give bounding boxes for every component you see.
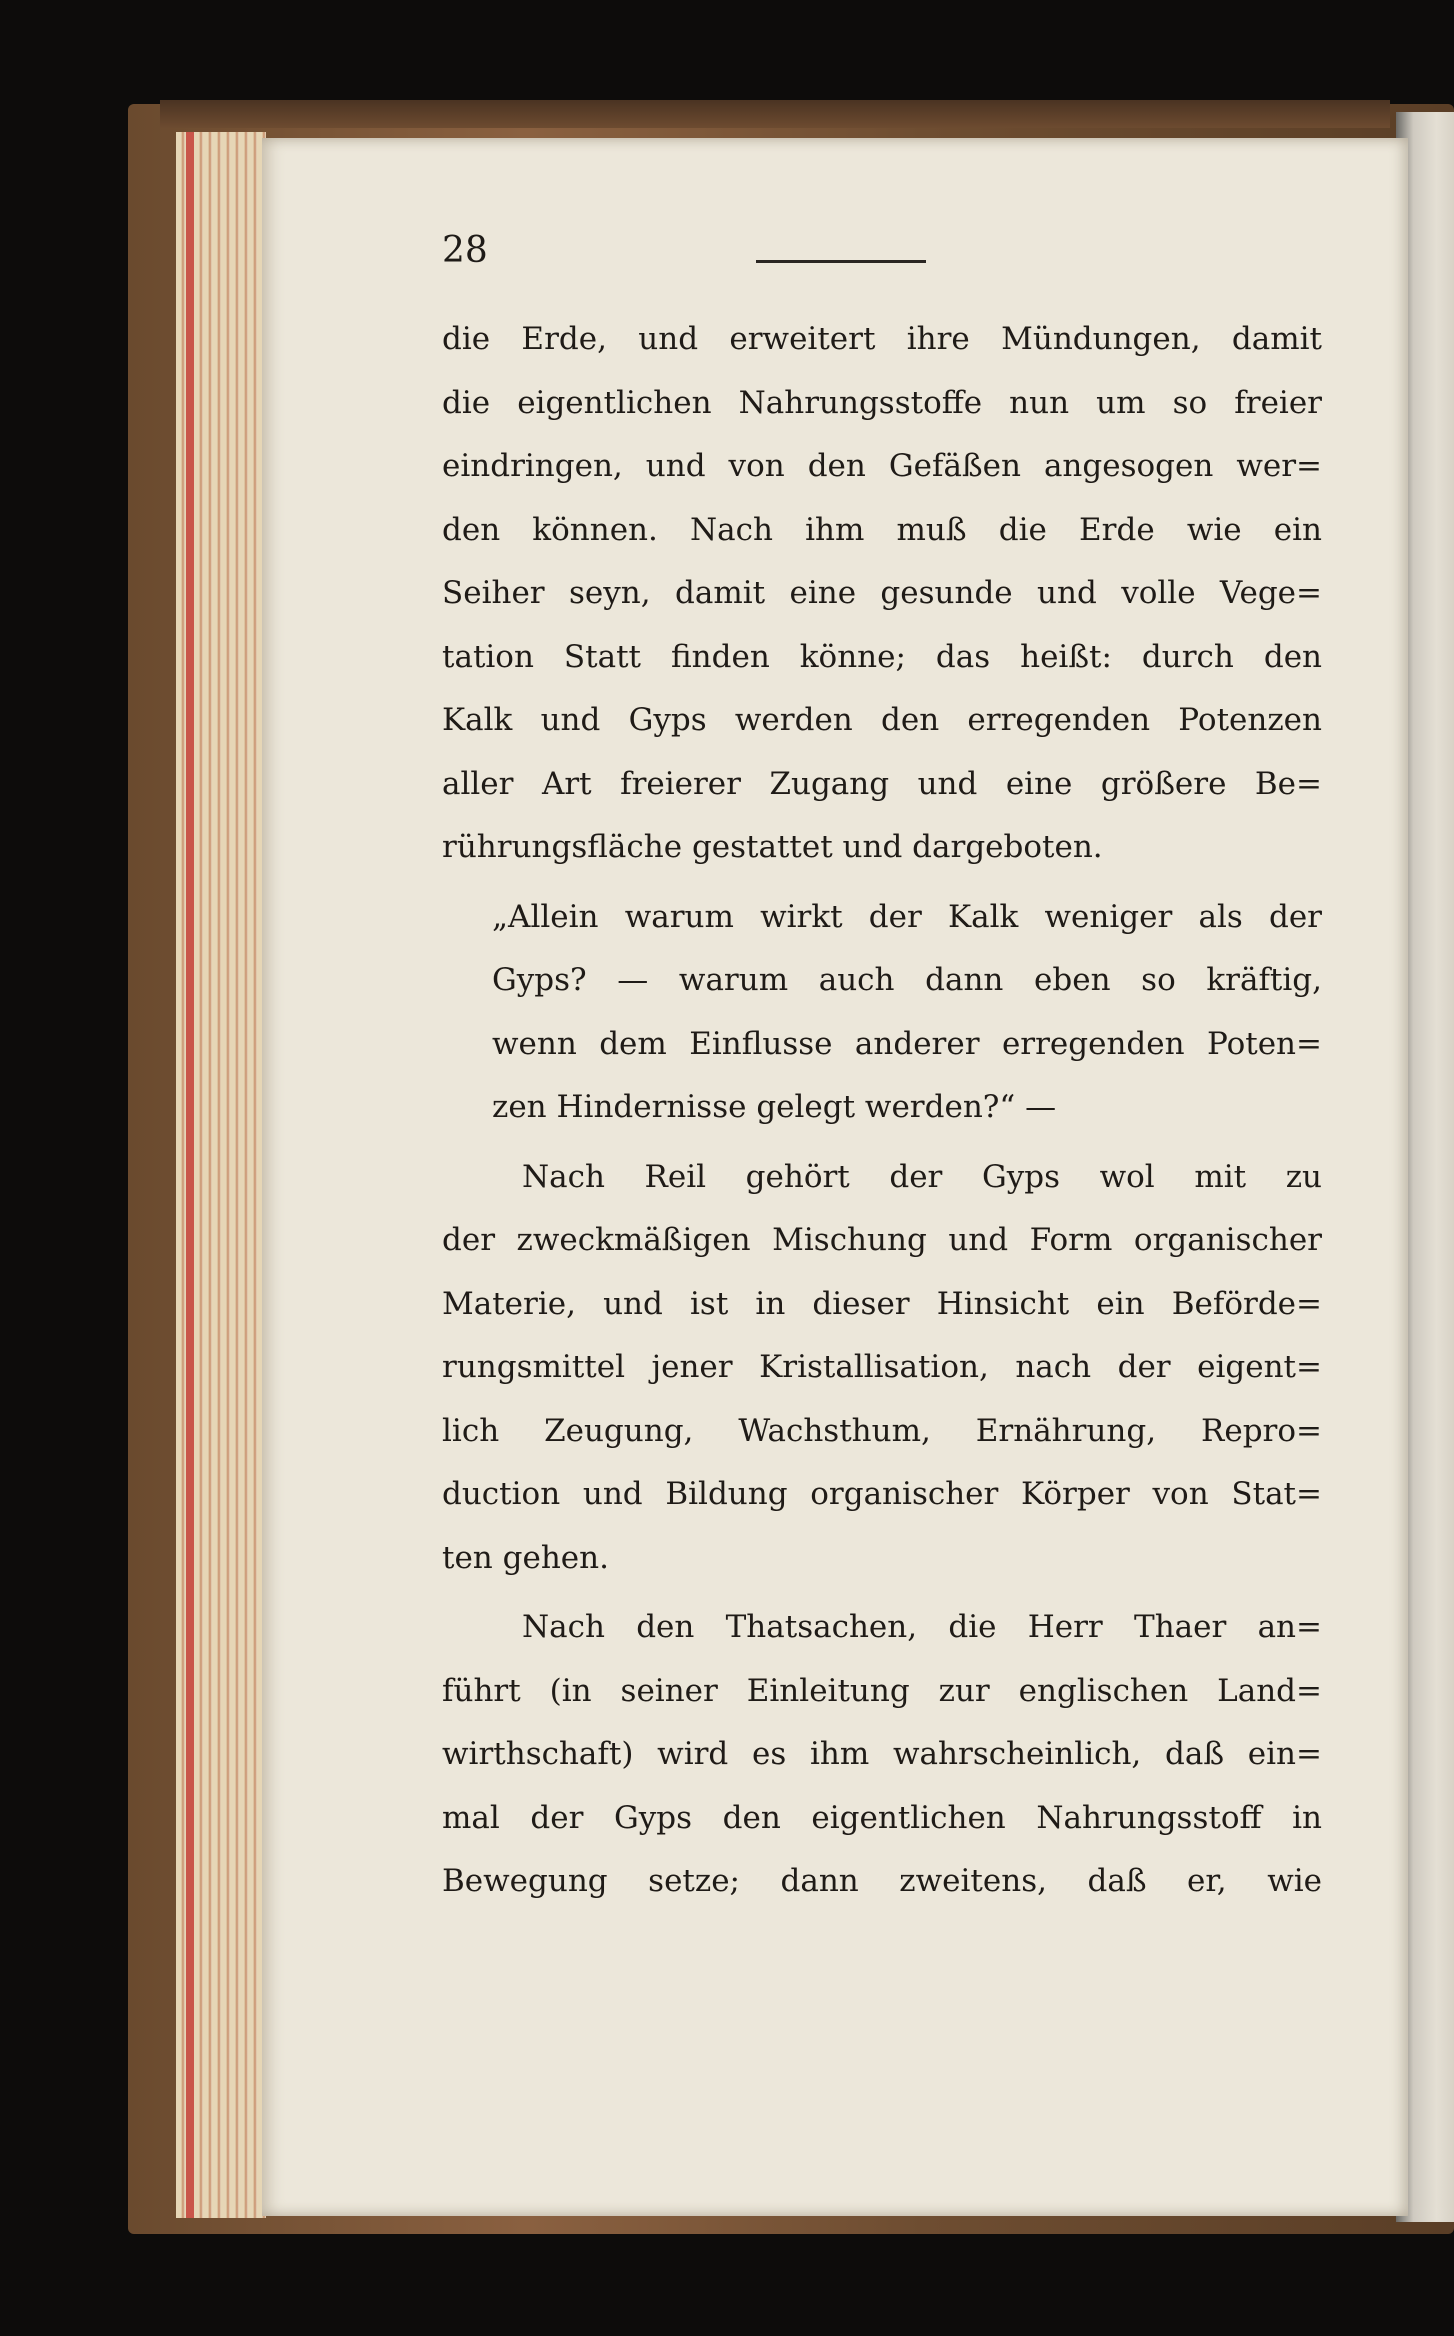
- text-line: Seiher seyn, damit eine gesunde und volle Vege=: [442, 575, 1322, 611]
- text-line: die Erde, und erweitert ihre Mündungen, damit: [442, 321, 1322, 357]
- text-line: lich Zeugung, Wachsthum, Ernährung, Repro=: [442, 1412, 1322, 1449]
- red-page-edge: [186, 132, 194, 2218]
- text-line: wirthschaft) wird es ihm wahrscheinlich, daß ein=: [442, 1736, 1322, 1772]
- text-line: rungsmittel jener Kristallisation, nach der eigent=: [442, 1349, 1322, 1385]
- paragraph-3: [442, 1146, 1322, 1591]
- text-line: Nach Reil gehört der Gyps wol mit zu: [522, 1158, 1322, 1195]
- text-line: eindringen, und von den Gefäßen angesogen wer=: [442, 448, 1322, 484]
- text-line: Materie, und ist in dieser Hinsicht ein Beförde=: [442, 1285, 1322, 1322]
- text-line: den können. Nach ihm muß die Erde wie ein: [442, 511, 1322, 548]
- text-line: Gyps? — warum auch dann eben so kräftig,: [492, 962, 1322, 998]
- page-number: 28: [442, 230, 488, 271]
- page-text: [442, 308, 1322, 1914]
- text-line: zen Hindernisse gelegt werden?“ —: [492, 1089, 1057, 1125]
- text-line: Bewegung setze; dann zweitens, daß er, wie: [442, 1863, 1322, 1899]
- page-header: [442, 230, 1342, 290]
- text-line: aller Art freierer Zugang und eine größere Be=: [442, 765, 1322, 802]
- paragraph-2: [442, 886, 1322, 1140]
- text-line: rührungsfläche gestattet und dargeboten.: [442, 829, 1103, 865]
- book-page: [262, 138, 1408, 2216]
- text-line: tation Statt finden könne; das heißt: durch den: [442, 638, 1322, 675]
- text-line: Nach den Thatsachen, die Herr Thaer an=: [522, 1609, 1322, 1645]
- text-line: wenn dem Einflusse anderer erregenden Poten=: [492, 1025, 1322, 1062]
- paragraph-4: [442, 1596, 1322, 1914]
- text-line: Kalk und Gyps werden den erregenden Potenzen: [442, 702, 1322, 738]
- text-line: ten gehen.: [442, 1539, 609, 1576]
- paragraph-1: [442, 308, 1322, 880]
- text-line: duction und Bildung organischer Körper von Stat=: [442, 1476, 1322, 1512]
- text-line: die eigentlichen Nahrungsstoffe nun um so freier: [442, 384, 1322, 421]
- text-line: führt (in seiner Einleitung zur englischen Land=: [442, 1672, 1322, 1709]
- book-cover-top: [160, 100, 1390, 128]
- text-line: „Allein warum wirkt der Kalk weniger als der: [492, 898, 1322, 935]
- header-rule: [756, 260, 926, 263]
- text-line: der zweckmäßigen Mischung und Form organischer: [442, 1222, 1322, 1258]
- text-line: mal der Gyps den eigentlichen Nahrungsstoff in: [442, 1799, 1322, 1836]
